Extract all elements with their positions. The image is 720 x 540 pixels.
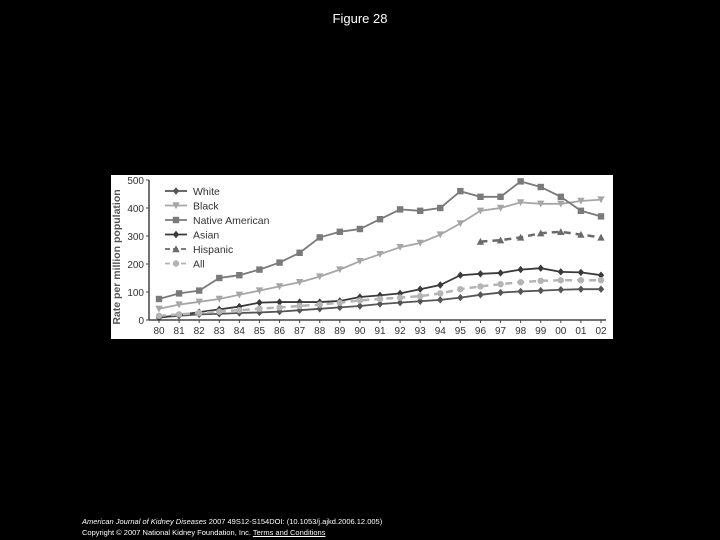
data-point-asian	[437, 281, 443, 288]
figure-title: Figure 28	[332, 11, 388, 26]
x-tick-label: 81	[173, 326, 185, 337]
x-tick-label: 91	[374, 326, 386, 337]
legend-item-native-american	[165, 215, 270, 227]
data-point-asian	[477, 270, 483, 277]
legend-label-white: White	[193, 186, 220, 198]
x-tick-label: 98	[515, 326, 527, 337]
data-point-native-american	[517, 178, 523, 184]
data-point-all	[156, 313, 162, 319]
data-point-asian	[256, 299, 262, 306]
x-tick-label: 93	[414, 326, 426, 337]
y-tick-label: 500	[127, 176, 144, 187]
data-point-all	[578, 277, 584, 283]
data-point-hispanic	[597, 234, 604, 241]
line-chart	[111, 175, 613, 339]
data-point-native-american	[156, 296, 162, 302]
legend-marker-native-american	[173, 217, 179, 223]
series-white	[156, 286, 604, 321]
data-point-asian	[497, 269, 503, 276]
x-tick-label: 85	[253, 326, 266, 337]
legend-item-all	[165, 259, 205, 271]
data-point-all	[236, 307, 242, 313]
legend-item-black	[165, 201, 219, 213]
data-point-native-american	[176, 290, 182, 296]
data-point-native-american	[196, 287, 202, 293]
x-tick-label: 92	[394, 326, 406, 337]
x-tick-label: 95	[454, 326, 466, 337]
legend-marker-all	[173, 260, 179, 266]
data-point-all	[598, 277, 604, 283]
copyright-text: Copyright © 2007 National Kidney Foundation, Inc.	[82, 528, 253, 537]
data-point-all	[517, 279, 523, 285]
legend-label-all: All	[193, 258, 205, 271]
data-point-white	[538, 287, 544, 294]
x-tick-label: 97	[494, 326, 507, 337]
data-point-all	[337, 299, 343, 305]
data-point-native-american	[598, 213, 604, 219]
data-point-native-american	[256, 266, 262, 272]
data-point-native-american	[457, 188, 463, 194]
copyright-line	[82, 527, 702, 538]
data-point-asian	[517, 266, 523, 273]
data-point-native-american	[337, 229, 343, 235]
data-point-all	[497, 281, 503, 287]
data-point-all	[276, 304, 282, 310]
data-point-all	[397, 294, 403, 300]
data-point-native-american	[497, 194, 503, 200]
data-point-asian	[457, 272, 463, 279]
x-tick-label: 02	[595, 326, 607, 337]
y-tick-label: 200	[127, 260, 144, 271]
data-point-white	[598, 286, 604, 293]
chart-svg	[111, 175, 613, 339]
data-point-all	[317, 301, 323, 307]
legend-marker-asian	[173, 231, 179, 238]
data-point-asian	[538, 265, 544, 272]
x-tick-label: 80	[153, 326, 165, 337]
data-point-native-american	[276, 259, 282, 265]
data-point-native-american	[216, 275, 222, 281]
series-native-american	[156, 178, 604, 302]
data-point-all	[377, 296, 383, 302]
data-point-all	[538, 278, 544, 284]
x-tick-label: 87	[294, 326, 306, 337]
data-point-native-american	[377, 216, 383, 222]
terms-link[interactable]: Terms and Conditions	[252, 528, 326, 537]
x-tick-label: 83	[213, 326, 225, 337]
series-hispanic	[477, 228, 605, 245]
y-tick-label: 400	[127, 204, 144, 215]
y-axis-label: Rate per million population	[111, 189, 123, 325]
citation-line	[82, 516, 702, 527]
data-point-all	[357, 297, 363, 303]
x-tick-label: 82	[193, 326, 205, 337]
citation-text: 2007 49S12-S154DOI: (10.1053/j.ajkd.2006.12.005)	[206, 517, 383, 526]
x-tick-label: 00	[555, 326, 567, 337]
data-point-white	[578, 286, 584, 293]
data-point-native-american	[317, 234, 323, 240]
legend-marker-white	[173, 187, 179, 194]
data-point-native-american	[437, 205, 443, 211]
legend-label-asian: Asian	[193, 229, 220, 242]
legend-item-asian	[165, 230, 219, 242]
data-point-native-american	[558, 194, 564, 200]
x-tick-label: 96	[474, 326, 487, 337]
data-point-all	[296, 303, 302, 309]
data-point-asian	[558, 268, 564, 275]
x-tick-label: 94	[434, 326, 446, 337]
data-point-all	[417, 293, 423, 299]
data-point-native-american	[357, 226, 363, 232]
data-point-all	[256, 306, 262, 312]
data-point-native-american	[296, 250, 302, 256]
legend-label-hispanic: Hispanic	[193, 244, 234, 256]
x-tick-label: 89	[334, 326, 346, 337]
footer	[82, 516, 702, 538]
x-tick-label: 88	[314, 326, 326, 337]
data-point-white	[437, 296, 443, 303]
legend-item-hispanic	[165, 244, 233, 256]
legend-item-white	[165, 186, 220, 198]
data-point-native-american	[417, 208, 423, 214]
data-point-native-american	[477, 194, 483, 200]
data-point-all	[216, 308, 222, 314]
legend-label-native-american: Native American	[193, 215, 270, 227]
journal-name: American Journal of Kidney Diseases	[82, 517, 207, 526]
x-tick-label: 90	[354, 326, 366, 337]
data-point-white	[497, 289, 503, 296]
data-point-native-american	[538, 184, 544, 190]
data-point-native-american	[397, 206, 403, 212]
y-tick-label: 300	[127, 232, 144, 243]
legend-layer	[165, 186, 270, 271]
legend-label-black: Black	[193, 200, 219, 213]
x-tick-label: 86	[273, 326, 286, 337]
data-point-white	[457, 294, 463, 301]
data-point-all	[196, 310, 202, 316]
data-point-white	[477, 291, 483, 298]
data-point-white	[558, 286, 564, 293]
data-point-asian	[417, 286, 423, 293]
data-point-native-american	[578, 208, 584, 214]
data-point-all	[457, 286, 463, 292]
x-tick-label: 99	[535, 326, 547, 337]
data-point-all	[437, 290, 443, 296]
data-point-asian	[578, 269, 584, 276]
x-tick-label: 01	[575, 326, 587, 337]
data-point-black	[457, 220, 464, 227]
data-point-white	[517, 288, 523, 295]
data-point-all	[176, 311, 182, 317]
y-tick-label: 0	[138, 316, 144, 327]
data-point-all	[558, 277, 564, 283]
data-point-all	[477, 283, 483, 289]
x-tick-label: 84	[233, 326, 245, 337]
data-point-native-american	[236, 272, 242, 278]
y-tick-label: 100	[127, 288, 144, 299]
